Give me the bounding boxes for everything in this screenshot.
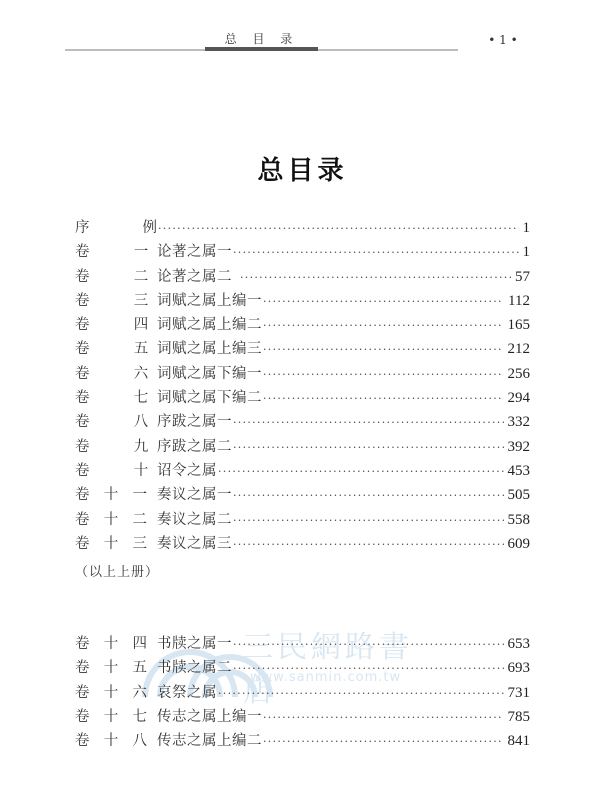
toc-entry[interactable] (75, 410, 530, 434)
leader-dots (263, 363, 504, 387)
entry-volume-number: 五 (133, 341, 149, 358)
entry-title: 传志之属上编一 (157, 708, 262, 725)
entry-page: 1 (522, 244, 530, 261)
label-char: 卷 (75, 636, 90, 652)
label-char: 七 (132, 708, 147, 725)
label-char: 三 (132, 535, 147, 552)
entry-label (75, 705, 147, 729)
entry-page: 1 (522, 220, 530, 236)
toc-entry[interactable] (75, 632, 530, 656)
entry-title: 序跋之属二 (157, 438, 232, 455)
entry-label (75, 632, 147, 656)
label-char: 一 (132, 487, 147, 504)
entry-label (75, 656, 147, 680)
entry-label: 卷 (75, 244, 90, 261)
toc-entry[interactable] (75, 337, 530, 361)
entry-title: 诏令之属 (157, 462, 217, 479)
leader-dots (233, 533, 504, 557)
entry-page: 693 (507, 660, 530, 677)
entry-volume-number: 七 (133, 390, 149, 407)
entry-label: 卷 (75, 317, 90, 334)
entry-label: 卷 (75, 390, 90, 407)
entry-page: 841 (507, 733, 530, 750)
entry-volume-number: 八 (133, 414, 149, 431)
entry-title: 奏议之属二 (157, 511, 232, 528)
entry-label (75, 483, 147, 507)
volume-note: （以上上册） (75, 565, 160, 580)
toc-entry[interactable] (75, 705, 530, 729)
leader-dots (263, 314, 504, 338)
toc-entry[interactable] (75, 362, 530, 386)
leader-dots (263, 338, 504, 362)
watermark-text: 三民網路書店 (243, 630, 413, 709)
entry-page: 256 (507, 365, 530, 382)
leader-dots (263, 706, 504, 730)
entry-volume-number: 一 (133, 244, 149, 261)
entry-title: 奏议之属三 (157, 535, 232, 552)
entry-title: 词赋之属下编二 (157, 390, 262, 407)
entry-label (75, 681, 147, 705)
leader-dots (233, 411, 504, 435)
entry-page: 505 (507, 487, 530, 504)
entry-volume-number: 六 (133, 365, 149, 382)
running-head-title: 总 目 录 (224, 32, 299, 46)
label-char: 六 (132, 684, 147, 701)
entry-label: 卷 (75, 462, 90, 479)
page-title: 总目录 (257, 156, 348, 186)
label-char: 卷 (75, 733, 90, 750)
leader-dots (233, 241, 519, 265)
entry-page: 392 (507, 438, 530, 455)
leader-dots (263, 387, 504, 411)
leader-dots (218, 682, 504, 706)
entry-volume-number: 十 (133, 462, 149, 479)
entry-page: 609 (507, 535, 530, 552)
toc-entry[interactable] (75, 532, 530, 556)
toc-section-lower-volume (75, 632, 530, 753)
entry-page: 558 (507, 511, 530, 528)
leader-dots (233, 633, 504, 657)
entry-title: 奏议之属一 (157, 487, 232, 504)
toc-entry[interactable] (75, 681, 530, 705)
toc-entry[interactable] (75, 289, 530, 313)
label-char: 十 (103, 511, 119, 528)
label-char: 五 (132, 660, 147, 677)
entry-volume-number: 九 (133, 438, 149, 455)
label-char: 四 (132, 636, 147, 652)
label-char: 序 (75, 220, 90, 236)
entry-label: 卷 (75, 438, 90, 455)
label-char: 卷 (75, 660, 90, 677)
label-char: 十 (103, 733, 119, 750)
label-char: 十 (103, 684, 119, 701)
entry-label (75, 216, 157, 240)
entry-page: 294 (507, 390, 530, 407)
entry-page: 57 (515, 268, 530, 285)
toc-entry[interactable] (75, 483, 530, 507)
leader-dots (233, 484, 504, 508)
label-char: 十 (103, 535, 119, 552)
label-char: 二 (132, 511, 147, 528)
running-head (0, 0, 605, 60)
label-char: 卷 (75, 535, 90, 552)
label-char: 八 (132, 733, 147, 750)
leader-dots (240, 266, 511, 290)
leader-dots (233, 657, 504, 681)
toc-entry[interactable] (75, 656, 530, 680)
label-char: 卷 (75, 708, 90, 725)
label-char: 十 (103, 708, 119, 725)
label-char: 例 (142, 220, 157, 236)
entry-label: 卷 (75, 341, 90, 358)
entry-page: 112 (508, 292, 530, 309)
entry-title: 哀祭之属 (157, 684, 217, 701)
entry-title: 论著之属二 (157, 268, 232, 285)
toc-entry[interactable] (75, 386, 530, 410)
entry-page: 332 (507, 414, 530, 431)
entry-label (75, 532, 147, 556)
entry-volume-number: 三 (133, 292, 149, 309)
entry-title: 传志之属上编二 (157, 733, 262, 750)
label-char: 十 (103, 487, 119, 504)
entry-page: 165 (507, 317, 530, 334)
page-number: • 1 • (488, 33, 518, 47)
entry-page: 731 (507, 684, 530, 701)
toc-section-upper-volume (75, 216, 530, 556)
leader-dots (233, 509, 504, 533)
leader-dots (263, 730, 504, 754)
toc-entry[interactable] (75, 216, 530, 240)
toc-entry[interactable] (75, 265, 530, 289)
entry-title: 序跋之属一 (157, 414, 232, 431)
entry-volume-number: 四 (133, 317, 149, 334)
entry-label (75, 508, 147, 532)
entry-title: 书牍之属二 (157, 660, 232, 677)
entry-title: 词赋之属上编三 (157, 341, 262, 358)
entry-label (75, 729, 147, 753)
entry-label: 卷 (75, 268, 90, 285)
label-char: 十 (103, 660, 119, 677)
toc-entry[interactable] (75, 313, 530, 337)
entry-title: 词赋之属上编一 (157, 292, 262, 309)
leader-dots (158, 217, 519, 241)
entry-volume-number: 二 (133, 268, 149, 285)
entry-title: 词赋之属上编二 (157, 317, 262, 334)
entry-page: 453 (507, 462, 530, 479)
entry-title: 词赋之属下编一 (157, 365, 262, 382)
label-char: 卷 (75, 487, 90, 504)
toc-entry[interactable] (75, 240, 530, 264)
leader-dots (218, 460, 504, 484)
running-head-bar (205, 47, 318, 51)
entry-page: 653 (507, 636, 530, 652)
watermark-url: www.sanmin.com.tw (250, 670, 402, 685)
toc-entry[interactable] (75, 435, 530, 459)
entry-label: 卷 (75, 414, 90, 431)
toc-entry[interactable] (75, 729, 530, 753)
label-char: 卷 (75, 511, 90, 528)
entry-page: 212 (507, 341, 530, 358)
toc-entry[interactable] (75, 508, 530, 532)
entry-label: 卷 (75, 292, 90, 309)
leader-dots (233, 436, 504, 460)
entry-label: 卷 (75, 365, 90, 382)
entry-title: 书牍之属一 (157, 636, 232, 652)
entry-page: 785 (507, 708, 530, 725)
entry-title: 论著之属一 (157, 244, 232, 261)
leader-dots (263, 290, 504, 314)
label-char: 卷 (75, 684, 90, 701)
toc-entry[interactable] (75, 459, 530, 483)
label-char: 十 (103, 636, 119, 652)
